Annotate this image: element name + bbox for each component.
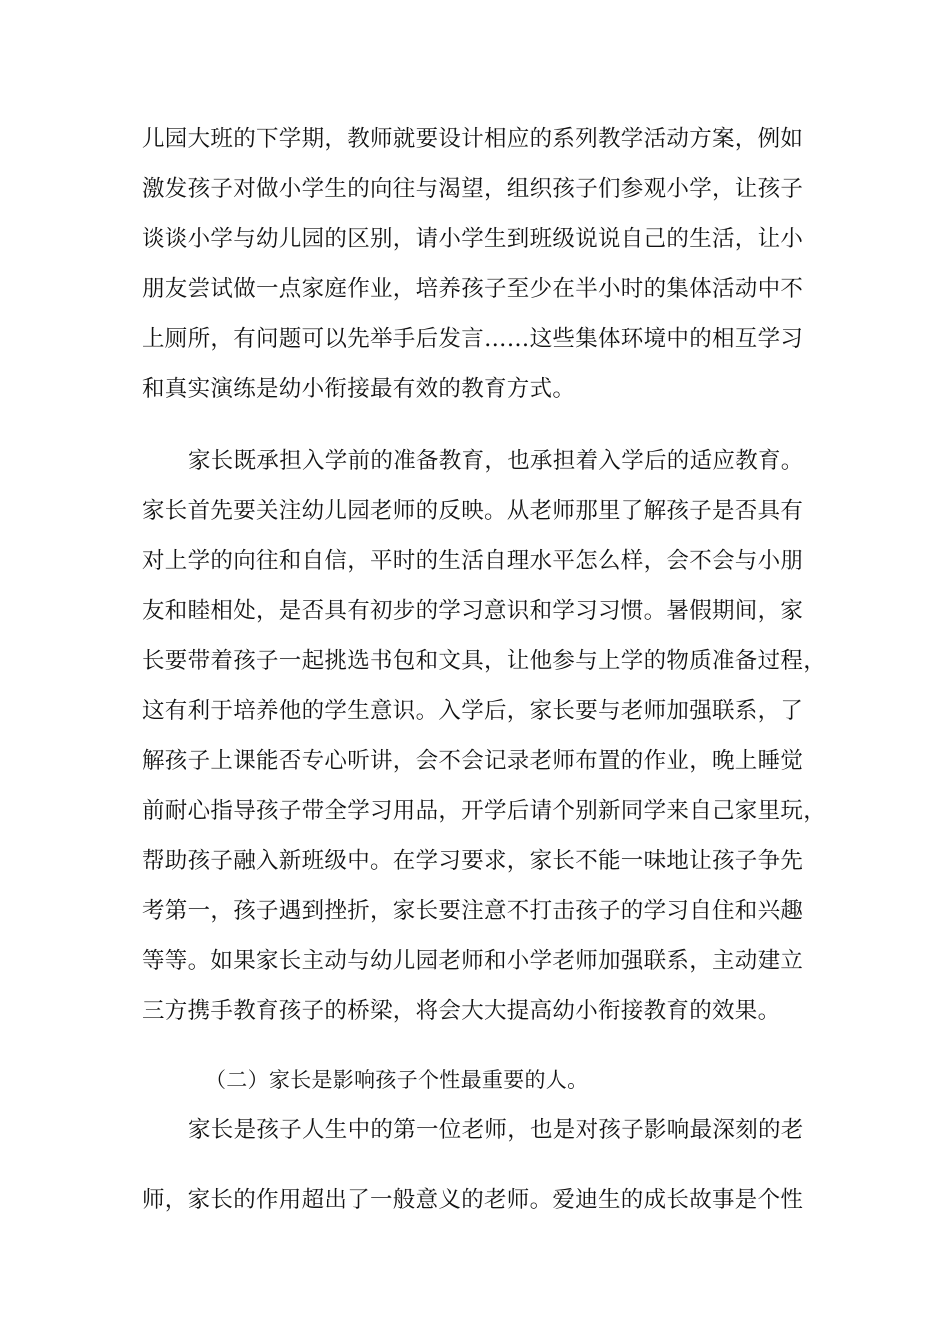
paragraph-2-line: 考第一，孩子遇到挫折，家长要注意不打击孩子的学习自住和兴趣: [142, 898, 804, 924]
paragraph-2-line: 等等。如果家长主动与幼儿园老师和小学老师加强联系，主动建立: [142, 948, 804, 974]
paragraph-2-line: 家长首先要关注幼儿园老师的反映。从老师那里了解孩子是否具有: [142, 498, 804, 524]
paragraph-2-line: 前耐心指导孩子带全学习用品，开学后请个别新同学来自己家里玩，: [142, 798, 827, 824]
paragraph-2-line: 三方携手教育孩子的桥梁，将会大大提高幼小衔接教育的效果。: [142, 998, 781, 1024]
section-heading: （二）家长是影响孩子个性最重要的人。: [205, 1068, 589, 1092]
paragraph-1-line: 和真实演练是幼小衔接最有效的教育方式。: [142, 376, 576, 402]
paragraph-1-line: 儿园大班的下学期，教师就要设计相应的系列教学活动方案，例如: [142, 126, 804, 152]
paragraph-2-line: 解孩子上课能否专心听讲，会不会记录老师布置的作业，晚上睡觉: [142, 748, 804, 774]
paragraph-1-line: 激发孩子对做小学生的向往与渴望，组织孩子们参观小学，让孩子: [142, 176, 804, 202]
paragraph-1-line: 谈谈小学与幼儿园的区别，请小学生到班级说说自己的生活，让小: [142, 226, 804, 252]
paragraph-2-line: 帮助孩子融入新班级中。在学习要求，家长不能一味地让孩子争先: [142, 848, 804, 874]
paragraph-2-line: 这有利于培养他的学生意识。入学后，家长要与老师加强联系，了: [142, 698, 804, 724]
paragraph-3-line: 师，家长的作用超出了一般意义的老师。爱迪生的成长故事是个性: [142, 1187, 804, 1213]
paragraph-3-line: 家长是孩子人生中的第一位老师，也是对孩子影响最深刻的老: [188, 1117, 804, 1143]
paragraph-2-line: 家长既承担入学前的准备教育，也承担着入学后的适应教育。: [188, 448, 804, 474]
paragraph-2-line: 长要带着孩子一起挑选书包和文具，让他参与上学的物质准备过程，: [142, 648, 827, 674]
paragraph-2-line: 友和睦相处，是否具有初步的学习意识和学习习惯。暑假期间，家: [142, 598, 804, 624]
paragraph-1-line: 朋友尝试做一点家庭作业，培养孩子至少在半小时的集体活动中不: [142, 276, 804, 302]
paragraph-2-line: 对上学的向往和自信，平时的生活自理水平怎么样，会不会与小朋: [142, 548, 804, 574]
paragraph-1-line: 上厕所，有问题可以先举手后发言……这些集体环境中的相互学习: [142, 326, 804, 352]
